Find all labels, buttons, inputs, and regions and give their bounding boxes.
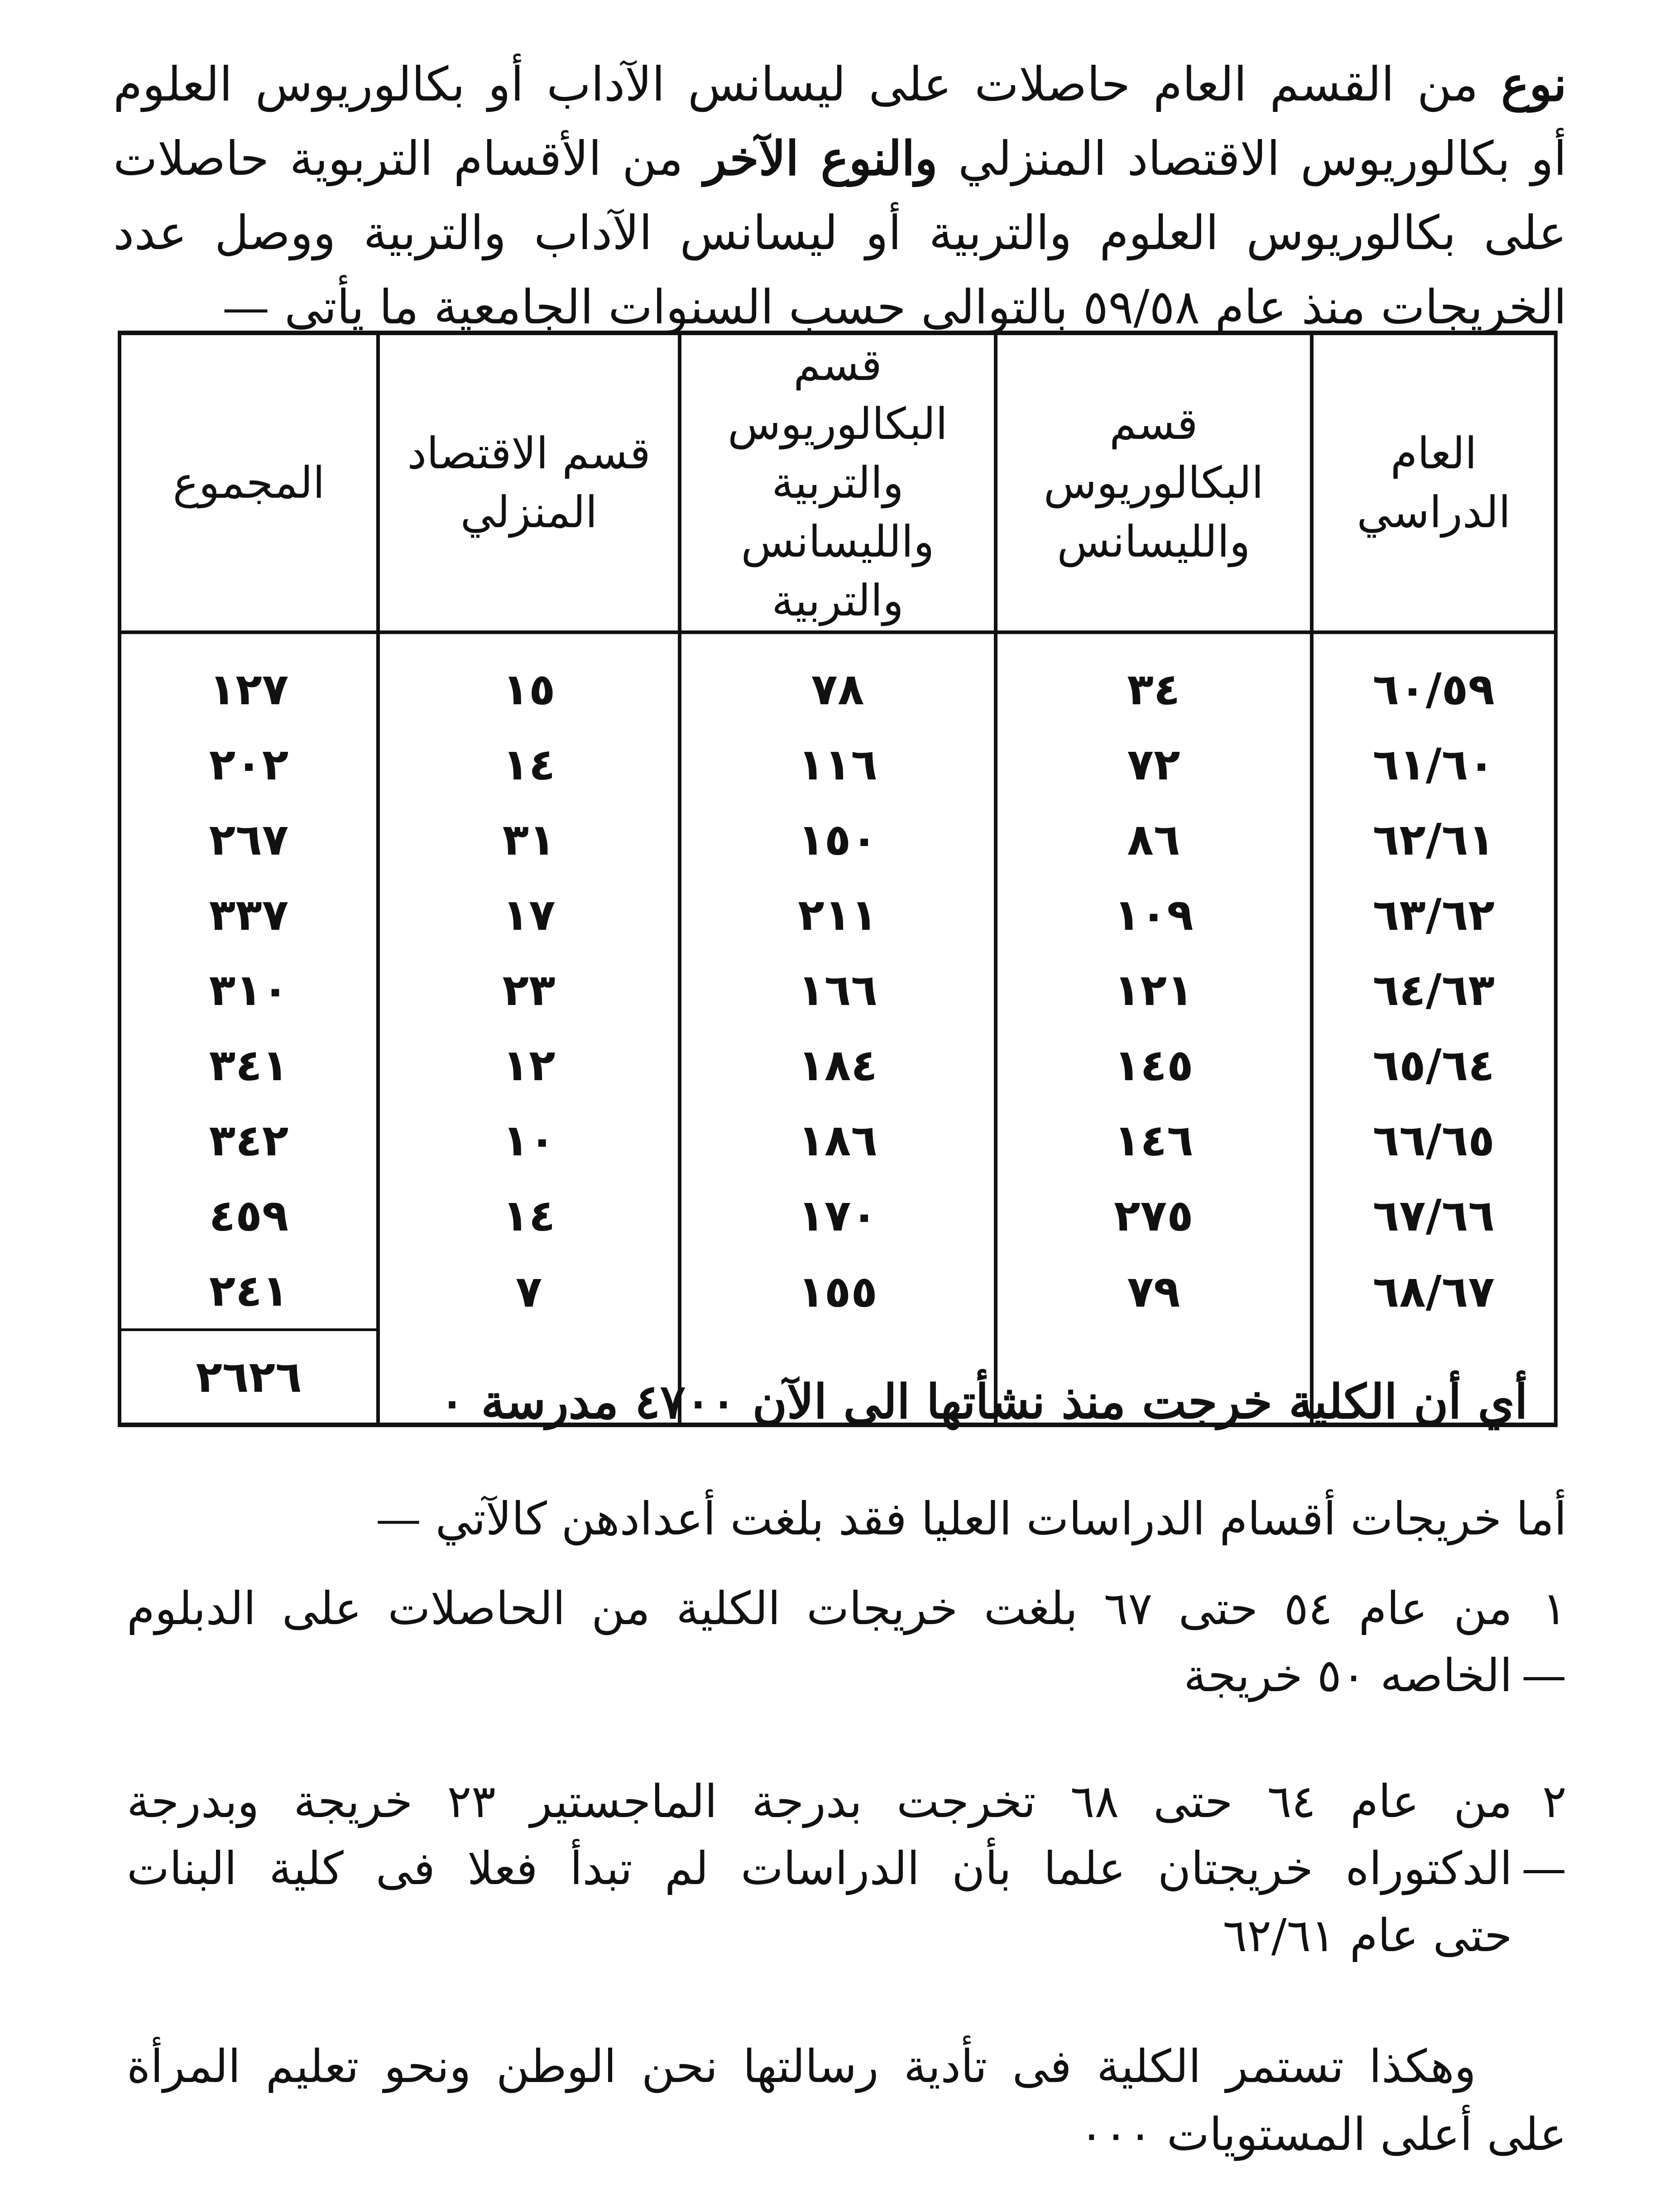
intro-line-4: الخريجات منذ عام ٥٩/٥٨ بالتوالي حسب السنوات الجامعية ما يأتي — <box>222 279 1567 335</box>
year-cell: ٦٨/٦٧ <box>1312 1253 1556 1330</box>
header-home-economics: قسم الاقتصاد المنزلي <box>378 333 680 632</box>
value-cell: ١٤ <box>378 1178 680 1253</box>
table-row <box>120 1103 1556 1178</box>
value-cell: ٧٩ <box>996 1253 1312 1330</box>
year-cell: ٦٧/٦٦ <box>1312 1178 1556 1253</box>
closing-paragraph <box>127 2033 1567 2169</box>
total-cell: ٢٦٧ <box>120 802 378 877</box>
table-row <box>120 1028 1556 1103</box>
value-cell: ٧ <box>378 1253 680 1330</box>
total-cell: ٢٤١ <box>120 1253 378 1330</box>
total-cell: ٣٤٢ <box>120 1103 378 1178</box>
item-line: حتى عام ٦٢/٦١ <box>1223 1909 1512 1962</box>
value-cell: ١٤٥ <box>996 1028 1312 1103</box>
item-line: الدكتوراه خريجتان علما بأن الدراسات لم تبدأ فعلا فى كلية البنات <box>127 1842 1512 1895</box>
total-cell: ٢٠٢ <box>120 727 378 802</box>
item-number: ١ — <box>1521 1582 1567 1702</box>
table-row <box>120 727 1556 802</box>
value-cell: ١٨٤ <box>680 1028 996 1103</box>
table-row <box>120 877 1556 952</box>
list-item <box>127 1575 1567 1709</box>
year-cell: ٦٤/٦٣ <box>1312 952 1556 1028</box>
value-cell: ١٢ <box>378 1028 680 1103</box>
value-cell: ٣٤ <box>996 632 1312 727</box>
value-cell: ٧٢ <box>996 727 1312 802</box>
total-cell: ٣٤١ <box>120 1028 378 1103</box>
value-cell: ١١٦ <box>680 727 996 802</box>
grand-total-cell: ٢٦٢٦ <box>120 1330 378 1425</box>
list-item <box>127 1768 1567 1969</box>
year-cell: ٦٢/٦١ <box>1312 802 1556 877</box>
table-row <box>120 802 1556 877</box>
value-cell: ١٠٩ <box>996 877 1312 952</box>
value-cell: ١٨٦ <box>680 1103 996 1178</box>
value-cell: ١٠ <box>378 1103 680 1178</box>
value-cell: ١٤٦ <box>996 1103 1312 1178</box>
postgrad-section <box>127 1486 1567 2169</box>
value-cell: ٨٦ <box>996 802 1312 877</box>
value-cell: ١٧٠ <box>680 1178 996 1253</box>
year-cell: ٦٦/٦٥ <box>1312 1103 1556 1178</box>
table-row <box>120 632 1556 727</box>
total-cell: ١٢٧ <box>120 632 378 727</box>
header-bachelor-license: قسم البكالوريوس والليسانس <box>996 333 1312 632</box>
header-bachelor-education: قسم البكالوريوس والتربية والليسانس والتربية <box>680 333 996 632</box>
table-header-row <box>120 333 1556 632</box>
closing-line: على أعلى المستويات ٠٠٠ <box>1079 2108 1567 2161</box>
value-cell: ١٦٦ <box>680 952 996 1028</box>
intro-line-1: نوع من القسم العام حاصلات على ليسانس الآداب أو بكالوريوس العلوم <box>113 56 1567 112</box>
value-cell: ٢١١ <box>680 877 996 952</box>
postgrad-intro: أما خريجات أقسام الدراسات العليا فقد بلغت أعدادهن كالآتي — <box>375 1492 1567 1545</box>
item-number: ٢ — <box>1521 1775 1567 1895</box>
table-row <box>120 1178 1556 1253</box>
intro-line-3: على بكالوريوس العلوم والتربية أو ليسانس الآداب والتربية ووصل عدد <box>113 205 1567 260</box>
value-cell: ٢٣ <box>378 952 680 1028</box>
item-line: من عام ٦٤ حتى ٦٨ تخرجت بدرجة الماجستير ٢٣ خريجة وبدرجة <box>127 1775 1512 1828</box>
value-cell: ٣١ <box>378 802 680 877</box>
intro-paragraph <box>113 50 1567 347</box>
value-cell: ١٧ <box>378 877 680 952</box>
year-cell: ٦٥/٦٤ <box>1312 1028 1556 1103</box>
value-cell: ١٥ <box>378 632 680 727</box>
closing-line: وهكذا تستمر الكلية فى تأدية رسالتها نحن الوطن ونحو تعليم المرأة <box>127 2040 1476 2093</box>
year-cell: ٦٣/٦٢ <box>1312 877 1556 952</box>
year-cell: ٦٠/٥٩ <box>1312 632 1556 727</box>
header-total: المجموع <box>120 333 378 632</box>
table-row <box>120 1253 1556 1330</box>
year-cell: ٦١/٦٠ <box>1312 727 1556 802</box>
value-cell: ١٤ <box>378 727 680 802</box>
total-cell: ٣١٠ <box>120 952 378 1028</box>
value-cell: ١٢١ <box>996 952 1312 1028</box>
value-cell: ١٥٠ <box>680 802 996 877</box>
intro-line-2: أو بكالوريوس الاقتصاد المنزلي والنوع الآخر من الأقسام التربوية حاصلات <box>113 130 1567 186</box>
summary-line: أي أن الكلية خرجت منذ نشأتها الى الآن ٤٧٠٠ مدرسة ٠ <box>439 1374 1528 1429</box>
total-cell: ٣٣٧ <box>120 877 378 952</box>
value-cell: ٢٧٥ <box>996 1178 1312 1253</box>
table-row <box>120 952 1556 1028</box>
item-line: من عام ٥٤ حتى ٦٧ بلغت خريجات الكلية من الحاصلات على الدبلوم <box>127 1582 1513 1635</box>
value-cell: ١٥٥ <box>680 1253 996 1330</box>
value-cell: ٧٨ <box>680 632 996 727</box>
item-line: الخاصه ٥٠ خريجة <box>1184 1649 1512 1702</box>
header-academic-year: العام الدراسي <box>1312 333 1556 632</box>
total-cell: ٤٥٩ <box>120 1178 378 1253</box>
